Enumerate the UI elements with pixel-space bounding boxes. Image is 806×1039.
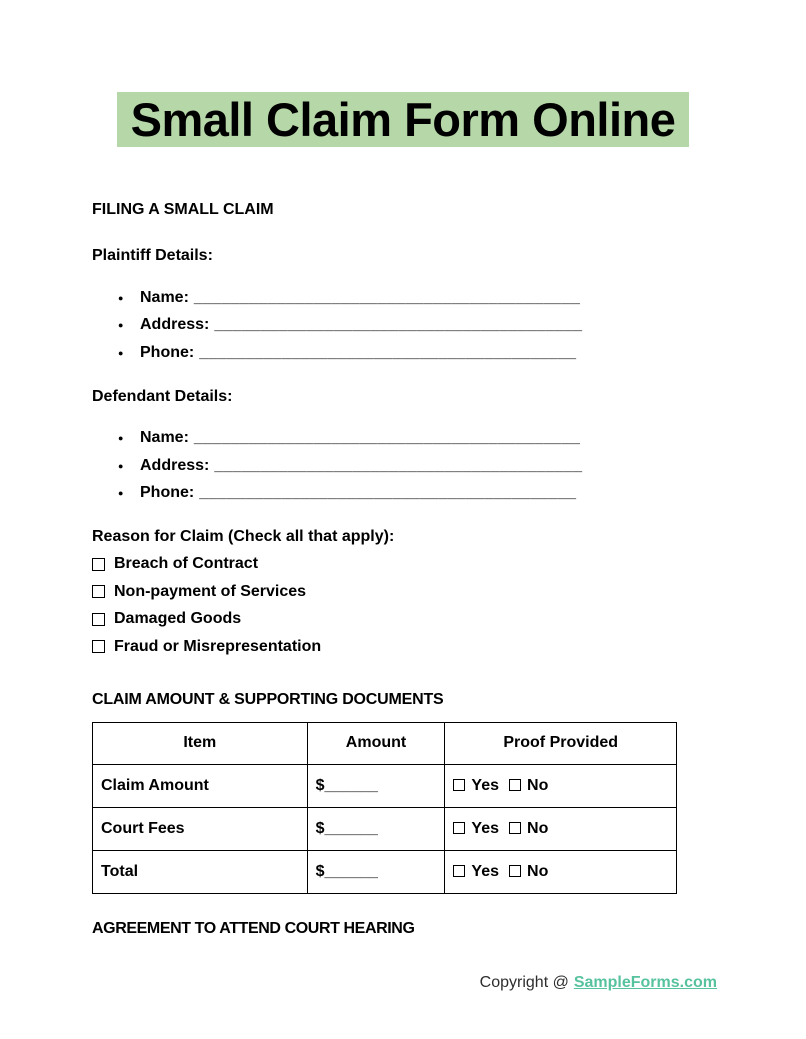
table-row	[93, 807, 677, 850]
page-title: Small Claim Form Online	[117, 92, 690, 147]
bullet-icon: ●	[118, 433, 124, 444]
checkbox-icon[interactable]	[92, 558, 105, 571]
field-label: Name:	[140, 288, 189, 306]
checkbox-icon[interactable]	[509, 865, 521, 877]
reason-option-nonpayment	[92, 578, 717, 606]
footer	[92, 973, 717, 993]
plaintiff-phone-field	[118, 339, 717, 367]
fill-line: ________________________________________	[214, 316, 583, 334]
checkbox-icon[interactable]	[509, 779, 521, 791]
proof-cell	[445, 807, 677, 850]
fill-line: ________________________________________	[214, 456, 583, 474]
field-label: Phone:	[140, 484, 195, 502]
col-header-item: Item	[93, 722, 308, 764]
reason-section	[92, 523, 717, 661]
reason-option-fraud	[92, 633, 717, 661]
yes-label: Yes	[471, 776, 500, 794]
field-label: Address:	[140, 456, 210, 474]
plaintiff-address-field	[118, 312, 717, 340]
amount-cell: $______	[307, 850, 445, 893]
amount-cell: $______	[307, 764, 445, 807]
reason-option-breach	[92, 551, 717, 579]
reason-option-damaged	[92, 606, 717, 634]
table-header-row	[93, 722, 677, 764]
no-label: No	[527, 862, 549, 880]
claims-table	[92, 722, 677, 894]
fill-line: _________________________________________	[199, 484, 577, 502]
fill-line: __________________________________________	[193, 288, 581, 306]
copyright-text: Copyright @	[479, 973, 569, 991]
proof-cell	[445, 764, 677, 807]
checkbox-icon[interactable]	[453, 822, 465, 834]
item-cell: Court Fees	[93, 807, 308, 850]
amount-cell: $______	[307, 807, 445, 850]
defendant-phone-field	[118, 480, 717, 508]
defendant-fields	[92, 425, 717, 508]
reason-heading-label: Reason for Claim (Check all that apply):	[92, 528, 395, 546]
filing-section-heading: FILING A SMALL CLAIM	[92, 201, 274, 218]
reason-option-label: Breach of Contract	[114, 555, 259, 573]
reason-option-label: Non-payment of Services	[114, 582, 307, 600]
yes-label: Yes	[471, 862, 500, 880]
no-label: No	[527, 819, 549, 837]
checkbox-icon[interactable]	[509, 822, 521, 834]
defendant-name-field	[118, 425, 717, 453]
defendant-heading: Defendant Details:	[92, 387, 233, 405]
item-cell: Claim Amount	[93, 764, 308, 807]
bullet-icon: ●	[118, 347, 124, 358]
reason-option-label: Damaged Goods	[114, 610, 242, 628]
checkbox-icon[interactable]	[92, 640, 105, 653]
bullet-icon: ●	[118, 460, 124, 471]
checkbox-icon[interactable]	[92, 613, 105, 626]
fill-line: _________________________________________	[199, 343, 577, 361]
bullet-icon: ●	[118, 320, 124, 331]
plaintiff-name-field	[118, 284, 717, 312]
checkbox-icon[interactable]	[92, 585, 105, 598]
plaintiff-fields	[92, 284, 717, 367]
form-body	[0, 201, 806, 993]
plaintiff-heading: Plaintiff Details:	[92, 247, 213, 264]
reason-option-label: Fraud or Misrepresentation	[114, 637, 322, 655]
field-label: Phone:	[140, 343, 195, 361]
checkbox-icon[interactable]	[453, 779, 465, 791]
defendant-address-field	[118, 452, 717, 480]
table-row	[93, 850, 677, 893]
yes-label: Yes	[471, 819, 500, 837]
agreement-heading: AGREEMENT TO ATTEND COURT HEARING	[92, 919, 415, 937]
field-label: Address:	[140, 316, 210, 334]
field-label: Name:	[140, 429, 189, 447]
fill-line: __________________________________________	[193, 429, 581, 447]
sampleforms-link[interactable]: SampleForms.com	[573, 973, 717, 991]
bullet-icon: ●	[118, 488, 124, 499]
title-banner	[0, 0, 806, 147]
col-header-proof: Proof Provided	[445, 722, 677, 764]
item-cell: Total	[93, 850, 308, 893]
proof-cell	[445, 850, 677, 893]
claim-docs-heading: CLAIM AMOUNT & SUPPORTING DOCUMENTS	[92, 690, 444, 708]
bullet-icon: ●	[118, 292, 124, 303]
no-label: No	[527, 776, 549, 794]
table-row	[93, 764, 677, 807]
col-header-amount: Amount	[307, 722, 445, 764]
reason-heading	[92, 523, 717, 551]
checkbox-icon[interactable]	[453, 865, 465, 877]
